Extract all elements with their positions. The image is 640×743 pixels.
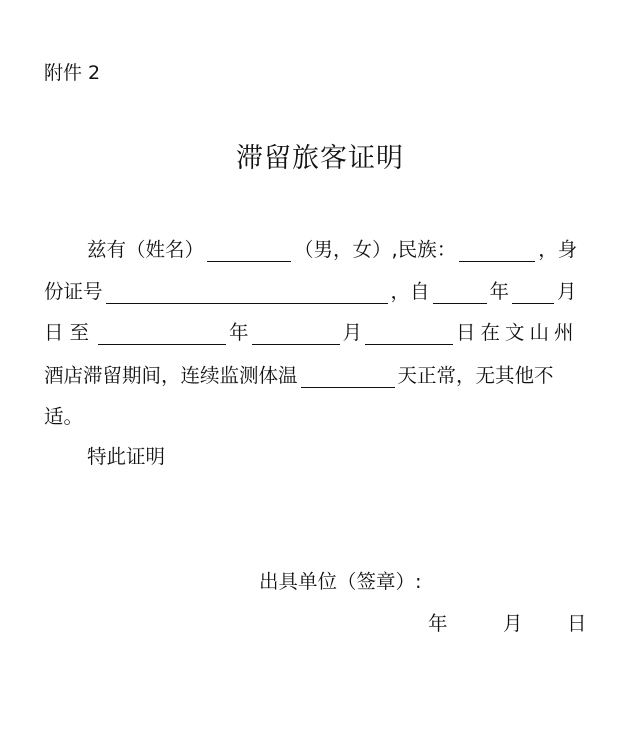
start-day-blank <box>98 324 226 345</box>
date-year: 年 <box>428 612 448 635</box>
issuer-label: 出具单位（签章）: <box>259 570 422 593</box>
paragraph-line-6 <box>44 441 600 469</box>
paragraph-line-4 <box>44 360 600 388</box>
text-year: 年 <box>489 280 510 303</box>
text-year-2: 年 <box>229 321 249 344</box>
text-day-to: 日至 <box>44 321 96 344</box>
id-number-blank <box>106 283 388 304</box>
end-year-blank <box>252 324 340 345</box>
end-month-blank <box>365 324 453 345</box>
ethnicity-blank <box>459 241 535 262</box>
start-year-blank <box>433 283 487 304</box>
text-gender-ethnicity: （男，女）,民族： <box>294 238 457 261</box>
date-month: 月 <box>503 612 523 635</box>
paragraph-line-1 <box>44 234 600 262</box>
paragraph-line-2 <box>44 276 600 304</box>
text-normal: 天正常，无其他不 <box>397 364 554 387</box>
text-hotel-stay: 酒店滞留期间，连续监测体温 <box>44 364 298 387</box>
text-name-prefix: 兹有（姓名） <box>87 238 205 261</box>
name-blank <box>207 241 291 262</box>
text-month-2: 月 <box>342 321 363 344</box>
document-title: 滞留旅客证明 <box>236 143 404 174</box>
text-end: 适。 <box>44 405 84 428</box>
date-day: 日 <box>567 612 587 635</box>
text-id-label: 份证号 <box>44 280 103 303</box>
text-id-start: ，身 <box>538 238 578 261</box>
text-certify: 特此证明 <box>87 445 166 468</box>
text-day-location: 日在文山州 <box>456 321 579 344</box>
paragraph-line-5 <box>44 401 600 429</box>
paragraph-line-3 <box>44 317 600 345</box>
days-blank <box>301 367 395 388</box>
text-from: ，自 <box>390 280 430 303</box>
start-month-blank <box>512 283 554 304</box>
attachment-label: 附件 2 <box>44 62 101 84</box>
text-month: 月 <box>557 280 577 303</box>
